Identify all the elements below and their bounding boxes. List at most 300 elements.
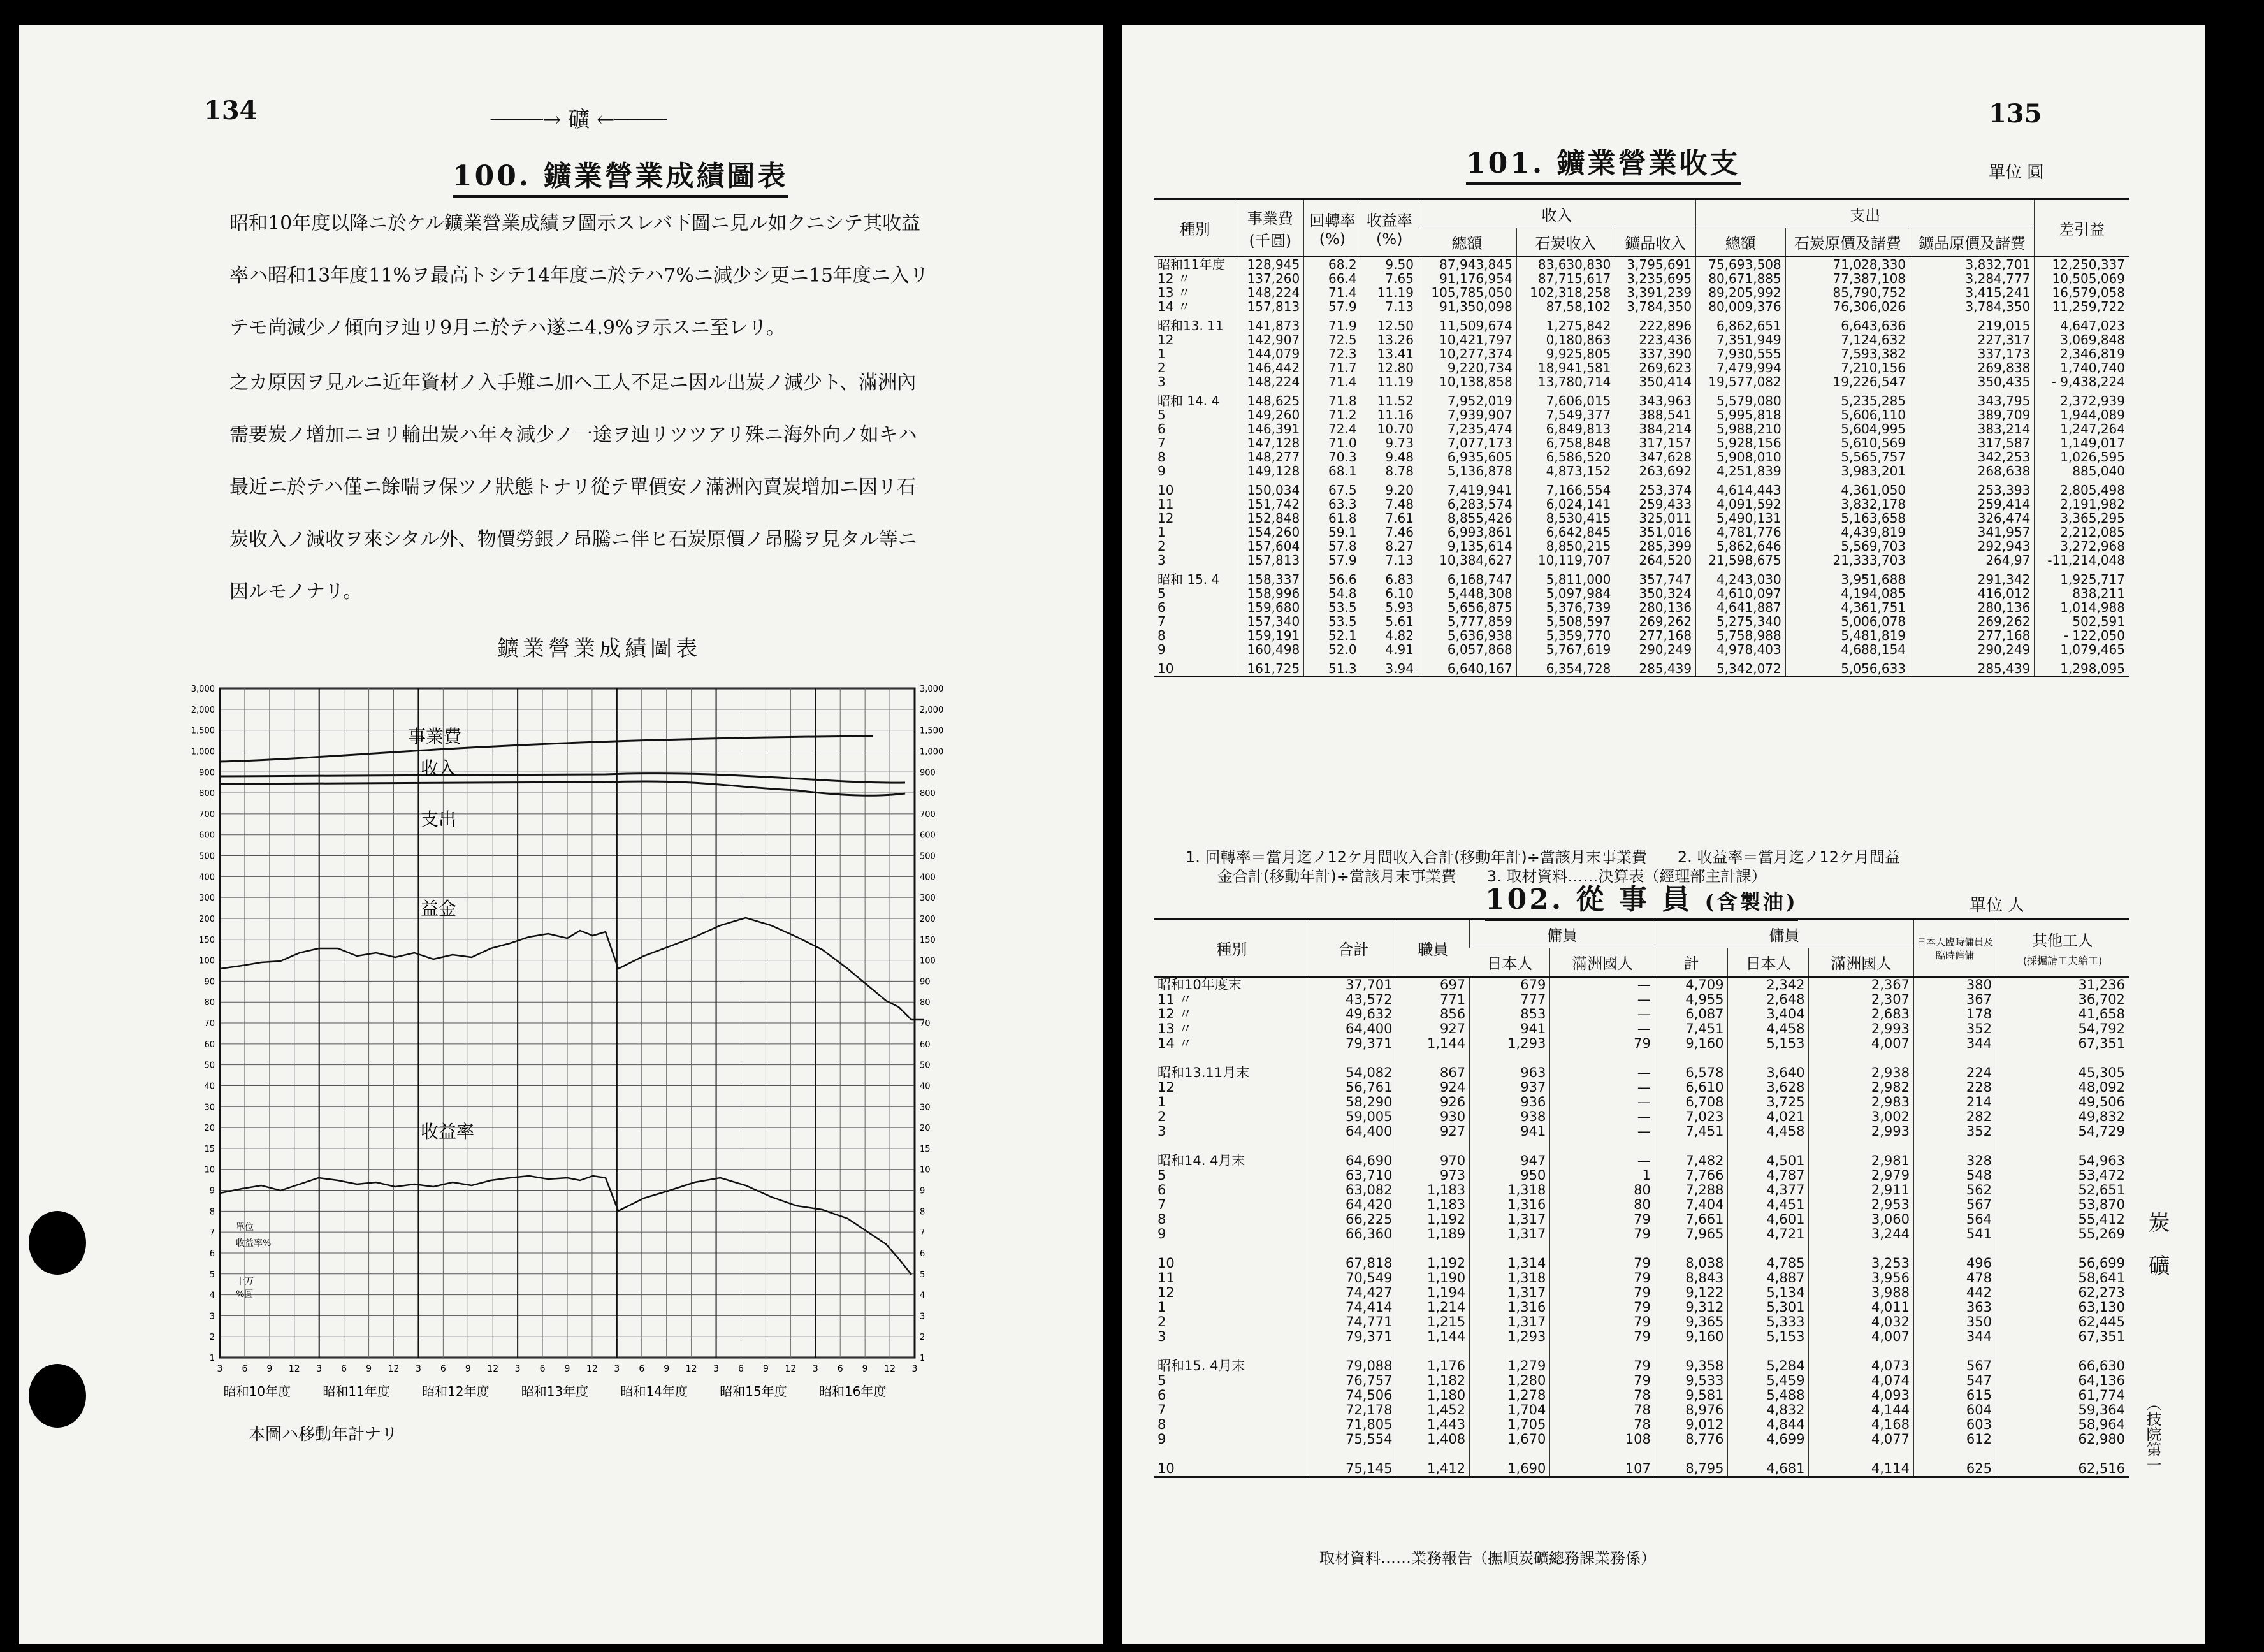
table-cell: 219,015	[1910, 319, 2035, 333]
table-cell: 6.83	[1361, 572, 1418, 586]
table-cell: 80	[1550, 1198, 1655, 1212]
table-cell: 3,404	[1728, 1007, 1809, 1022]
table-cell: 3,956	[1809, 1271, 1914, 1286]
table-cell: 363	[1914, 1300, 1996, 1315]
table-cell: 2,953	[1809, 1198, 1914, 1212]
table-cell: 1	[1157, 1300, 1166, 1315]
table-cell: 3,784,350	[1615, 300, 1696, 314]
table-cell: 317,157	[1615, 436, 1696, 450]
table-cell: 1,180	[1397, 1388, 1470, 1403]
table-cell: 157,813	[1237, 553, 1304, 567]
table-cell: 317,587	[1910, 436, 2035, 450]
table-cell: 8,976	[1655, 1403, 1728, 1417]
table-cell: 442	[1914, 1286, 1996, 1300]
table-cell: 6,283,574	[1418, 497, 1516, 511]
left-tick-label: 9	[209, 1186, 215, 1196]
table-row	[1154, 600, 2129, 614]
table-cell: 1,944,089	[2035, 408, 2129, 422]
table-cell: 357,747	[1615, 572, 1696, 586]
table-cell: 5,235,285	[1785, 394, 1910, 408]
table-cell: 58,641	[1996, 1271, 2130, 1286]
table-row	[1154, 992, 2129, 1007]
x-tick-label: 6	[341, 1364, 347, 1374]
expense-label: 支出	[421, 809, 457, 830]
table-cell: 10,384,627	[1418, 553, 1516, 567]
table-cell: 4,781,776	[1696, 525, 1786, 539]
table-cell: 4,451	[1728, 1198, 1809, 1212]
table-row	[1154, 1095, 2129, 1110]
x-tick-label: 3	[614, 1364, 620, 1374]
table-cell: 4,721	[1728, 1227, 1809, 1242]
table-cell: 154,260	[1237, 525, 1304, 539]
table-cell: 3,060	[1809, 1212, 1914, 1227]
table-cell	[1809, 1344, 1914, 1359]
table-cell: 158,996	[1237, 586, 1304, 600]
table-cell: 5,275,340	[1696, 614, 1786, 628]
x-tick-label: 12	[388, 1364, 400, 1374]
left-tick-label: 40	[204, 1082, 215, 1092]
x-tick-label: 6	[242, 1364, 248, 1374]
right-axis-ticks	[920, 685, 943, 1363]
table-cell	[1996, 1242, 2130, 1256]
table-row	[1154, 1403, 2129, 1417]
table-cell: 4,887	[1728, 1271, 1809, 1286]
table-cell: 5.61	[1361, 614, 1418, 628]
employees-table	[1154, 918, 2129, 1478]
table-cell: 7.48	[1361, 497, 1418, 511]
income-expense-table	[1154, 198, 2129, 677]
table-cell	[1809, 1242, 1914, 1256]
table-cell: 927	[1397, 1022, 1470, 1036]
table-cell: 3,832,178	[1785, 497, 1910, 511]
table-cell: 285,399	[1615, 539, 1696, 553]
table-cell: 253,393	[1910, 483, 2035, 497]
table-cell: 1,026,595	[2035, 450, 2129, 464]
table-cell: 11.16	[1361, 408, 1418, 422]
table-cell: 64,690	[1310, 1154, 1397, 1168]
table-cell: 71.8	[1304, 394, 1361, 408]
left-tick-label: 300	[199, 894, 215, 904]
table-cell	[1728, 1447, 1809, 1461]
table-cell: 89,205,992	[1696, 286, 1786, 300]
x-tick-label: 3	[415, 1364, 421, 1374]
table-cell: 159,680	[1237, 600, 1304, 614]
table-cell: 3	[1157, 1329, 1166, 1344]
table-cell: 72.4	[1304, 422, 1361, 436]
table-cell: 3,365,295	[2035, 511, 2129, 525]
table-cell: 160,498	[1237, 642, 1304, 656]
table-cell: 1,317	[1470, 1227, 1550, 1242]
table-cell: 63,710	[1310, 1168, 1397, 1183]
table-cell: 4.82	[1361, 628, 1418, 642]
table-cell: 1,190	[1397, 1271, 1470, 1286]
table-cell: 74,427	[1310, 1286, 1397, 1300]
left-tick-label: 15	[204, 1144, 215, 1154]
table-cell: 7,482	[1655, 1154, 1728, 1168]
table-cell: 1,183	[1397, 1183, 1470, 1198]
x-tick-label: 6	[738, 1364, 744, 1374]
table-cell: 10	[1157, 1256, 1175, 1271]
table-cell: 68.2	[1304, 257, 1361, 272]
table-cell: 227,317	[1910, 333, 2035, 347]
table-cell: 8,530,415	[1516, 511, 1615, 525]
table-cell: 2,938	[1809, 1066, 1914, 1080]
table-cell	[1728, 1344, 1809, 1359]
table-cell: 52.0	[1304, 642, 1361, 656]
table-row	[1154, 1256, 2129, 1271]
table-cell: 567	[1914, 1359, 1996, 1373]
table-cell: 1,317	[1470, 1315, 1550, 1330]
right-tick-label: 7	[920, 1228, 925, 1238]
table-cell: 6,758,848	[1516, 436, 1615, 450]
table-cell: 79	[1550, 1330, 1655, 1344]
table-cell: 59,005	[1310, 1110, 1397, 1124]
table-cell: 5,610,569	[1785, 436, 1910, 450]
table-cell: 344	[1914, 1330, 1996, 1344]
table-cell: 9,358	[1655, 1359, 1728, 1373]
table-cell: 91,176,954	[1418, 272, 1516, 286]
table-cell: 4,955	[1655, 992, 1728, 1007]
left-tick-label: 4	[209, 1291, 215, 1301]
col-balance: 差引益	[2035, 199, 2129, 257]
table-cell: 18,941,581	[1516, 361, 1615, 375]
table-cell	[1550, 1242, 1655, 1256]
right-tick-label: 10	[920, 1165, 931, 1175]
table-cell: 80	[1550, 1183, 1655, 1198]
table-row	[1154, 1124, 2129, 1139]
chart-title: 鑛業營業成績圖表	[497, 636, 701, 662]
table-cell: 83,630,830	[1516, 257, 1615, 272]
col-total: 合計	[1310, 919, 1397, 977]
spacer-row	[1154, 1242, 2129, 1256]
table-cell: 343,963	[1615, 394, 1696, 408]
table-cell: 388,541	[1615, 408, 1696, 422]
table-cell: 146,391	[1237, 422, 1304, 436]
table-cell: 941	[1470, 1022, 1550, 1036]
left-tick-label: 200	[199, 914, 215, 924]
table-cell: 5.93	[1361, 600, 1418, 614]
table-cell: 79,371	[1310, 1330, 1397, 1344]
table-cell: 5,928,156	[1696, 436, 1786, 450]
income-label: 收入	[421, 758, 457, 779]
table-cell: 4,093	[1809, 1388, 1914, 1403]
table-cell: 4,978,403	[1696, 642, 1786, 656]
table-cell: 158,337	[1237, 572, 1304, 586]
left-tick-label: 3	[209, 1312, 215, 1322]
left-tick-label: 5	[209, 1270, 215, 1280]
left-tick-label: 30	[204, 1103, 215, 1113]
table-cell: 昭和15. 4月末	[1157, 1358, 1245, 1373]
x-year-label: 昭和14年度	[620, 1384, 688, 1399]
right-tick-label: 9	[920, 1186, 925, 1196]
col-hired-jp: 日本人	[1728, 948, 1809, 977]
right-tick-label: 70	[920, 1019, 931, 1029]
table-cell	[1470, 1242, 1550, 1256]
table-row	[1154, 436, 2129, 450]
table-row	[1154, 1271, 2129, 1286]
left-tick-label: 600	[199, 830, 215, 841]
table-cell: 48,092	[1996, 1080, 2130, 1095]
table-cell: 1,189	[1397, 1227, 1470, 1242]
table-cell: 21,598,675	[1696, 553, 1786, 567]
table-cell: 7,351,949	[1696, 333, 1786, 347]
col-profit-rate: 收益率 (%)	[1361, 199, 1418, 257]
table-cell: 1,314	[1470, 1256, 1550, 1271]
left-tick-label: 700	[199, 809, 215, 820]
col-hired-group: 傭員	[1655, 919, 1913, 948]
table-cell: 269,262	[1615, 614, 1696, 628]
col-hired-total: 計	[1655, 948, 1728, 977]
table-row	[1154, 586, 2129, 600]
table-cell: 867	[1397, 1066, 1470, 1080]
table-cell: 108	[1550, 1432, 1655, 1447]
table-cell: 149,128	[1237, 464, 1304, 478]
table-cell: 6	[1157, 1388, 1166, 1403]
table-cell: 1,214	[1397, 1300, 1470, 1315]
table-cell: 6,643,636	[1785, 319, 1910, 333]
table-cell: 21,333,703	[1785, 553, 1910, 567]
table-row	[1154, 394, 2129, 408]
table-cell: 16,579,058	[2035, 286, 2129, 300]
table-cell	[1310, 1242, 1397, 1256]
table-cell: 54,792	[1996, 1022, 2130, 1036]
table-cell: 10,138,858	[1418, 375, 1516, 389]
chart-curves	[220, 726, 924, 1300]
table-cell: 5,342,072	[1696, 662, 1786, 677]
table-cell: 7,766	[1655, 1168, 1728, 1183]
table-cell: 268,638	[1910, 464, 2035, 478]
table-cell: 2,191,982	[2035, 497, 2129, 511]
table-cell: 4,610,097	[1696, 586, 1786, 600]
table-cell: 8,843	[1655, 1271, 1728, 1286]
table-cell: 67,351	[1996, 1330, 2130, 1344]
table-cell: 7	[1157, 1197, 1166, 1212]
table-cell: 8	[1157, 1417, 1166, 1432]
table-cell: 1,298,095	[2035, 662, 2129, 677]
table-row	[1154, 1036, 2129, 1051]
table-cell: 7,077,173	[1418, 436, 1516, 450]
table-cell: 5,988,210	[1696, 422, 1786, 436]
table-cell: 1,182	[1397, 1373, 1470, 1388]
table-row	[1154, 662, 2129, 677]
table-cell	[1655, 1344, 1728, 1359]
table-cell: 5,490,131	[1696, 511, 1786, 525]
table-cell: 4,832	[1728, 1403, 1809, 1417]
table-cell: 75,693,508	[1696, 257, 1786, 272]
table-row	[1154, 1373, 2129, 1388]
table-row	[1154, 1183, 2129, 1198]
table-cell: 5	[1157, 586, 1166, 601]
table-cell: 4,647,023	[2035, 319, 2129, 333]
table-cell: 1,317	[1470, 1212, 1550, 1227]
table-cell: 9,160	[1655, 1330, 1728, 1344]
table-cell: 3,725	[1728, 1095, 1809, 1110]
table-cell: 12,250,337	[2035, 257, 2129, 272]
table-cell	[1655, 1447, 1728, 1461]
table-cell: 10,421,797	[1418, 333, 1516, 347]
table-cell: 9,925,805	[1516, 347, 1615, 361]
table-cell: 11,259,722	[2035, 300, 2129, 314]
right-tick-label: 1	[920, 1354, 925, 1363]
table-cell: 5,636,938	[1418, 628, 1516, 642]
left-tick-label: 2	[209, 1333, 215, 1343]
right-tick-label: 3	[920, 1312, 925, 1322]
col-regular-jp: 日本人	[1470, 948, 1550, 977]
table-cell: 102,318,258	[1516, 286, 1615, 300]
right-tick-label: 5	[920, 1270, 925, 1280]
table-cell: 7.13	[1361, 553, 1418, 567]
col-coal-cost: 石炭原價及諸費	[1785, 228, 1910, 257]
unit-note-4: %圓	[236, 1289, 254, 1300]
table-row	[1154, 553, 2129, 567]
table-cell: 12.50	[1361, 319, 1418, 333]
table-cell: 1,280	[1470, 1373, 1550, 1388]
table-cell: 5,565,757	[1785, 450, 1910, 464]
table-cell: 259,414	[1910, 497, 2035, 511]
right-tick-label: 700	[920, 809, 936, 820]
table-cell	[1310, 1344, 1397, 1359]
table-cell: 5,758,988	[1696, 628, 1786, 642]
right-page	[1122, 25, 2205, 1644]
table-cell: 5,488	[1728, 1388, 1809, 1403]
table-cell: 161,725	[1237, 662, 1304, 677]
table-cell: 350,324	[1615, 586, 1696, 600]
table-row	[1154, 1315, 2129, 1330]
table-cell: 6	[1157, 1182, 1166, 1198]
table-cell: 6,642,845	[1516, 525, 1615, 539]
table-cell: 80,009,376	[1696, 300, 1786, 314]
table-cell: 昭和13. 11	[1157, 318, 1224, 333]
table-row	[1154, 257, 2129, 272]
left-tick-label: 20	[204, 1124, 215, 1134]
table-cell: 72,178	[1310, 1403, 1397, 1417]
table-cell: 4,601	[1728, 1212, 1809, 1227]
table-cell: 72.5	[1304, 333, 1361, 347]
x-tick-label: 3	[812, 1364, 818, 1374]
table-cell: 31,236	[1996, 977, 2130, 993]
table-cell: 74,506	[1310, 1388, 1397, 1403]
table-cell: 13.26	[1361, 333, 1418, 347]
table-cell: 144,079	[1237, 347, 1304, 361]
table-cell: 56,761	[1310, 1080, 1397, 1095]
right-tick-label: 3,000	[920, 685, 944, 694]
table-cell: 1	[1157, 525, 1166, 540]
binding-hole	[29, 1211, 86, 1275]
table-cell: 3,235,695	[1615, 272, 1696, 286]
table-cell	[1728, 1139, 1809, 1154]
table-cell: 1,215	[1397, 1315, 1470, 1330]
table-cell: 71.7	[1304, 361, 1361, 375]
table-cell	[1470, 1139, 1550, 1154]
table-cell: 269,623	[1615, 361, 1696, 375]
table-cell: 224	[1914, 1066, 1996, 1080]
table-cell: 2,911	[1809, 1183, 1914, 1198]
table-cell: 51.3	[1304, 662, 1361, 677]
table-cell: 547	[1914, 1373, 1996, 1388]
table-cell: 937	[1470, 1080, 1550, 1095]
left-axis-ticks	[191, 685, 215, 1363]
table-cell: 5,767,619	[1516, 642, 1615, 656]
table-cell: 54,082	[1310, 1066, 1397, 1080]
table-cell: 52.1	[1304, 628, 1361, 642]
table-cell: 87,715,617	[1516, 272, 1615, 286]
table-row	[1154, 1212, 2129, 1227]
table-cell: 63,130	[1996, 1300, 2130, 1315]
table-cell: 263,692	[1615, 464, 1696, 478]
table-cell: 49,632	[1310, 1007, 1397, 1022]
table-cell: 85,790,752	[1785, 286, 1910, 300]
table-cell: 1	[1157, 346, 1166, 361]
table-cell: 1,704	[1470, 1403, 1550, 1417]
right-tick-label: 300	[920, 894, 936, 904]
table-cell: 3.94	[1361, 662, 1418, 677]
side-label-2: （技院第一	[2144, 1396, 2161, 1472]
table-cell: 7,404	[1655, 1198, 1728, 1212]
table-cell: 66,630	[1996, 1359, 2130, 1373]
table-cell: 2	[1157, 539, 1166, 554]
table-cell: 1	[1157, 1094, 1166, 1110]
x-tick-label: 3	[316, 1364, 323, 1374]
left-tick-label: 500	[199, 851, 215, 862]
table-101-note-1: 1. 回轉率＝當月迄ノ12ケ月間收入合計(移動年計)÷當該月末事業費 2. 收益率＝當月迄ノ12ケ月間益	[1186, 848, 1900, 866]
table-row	[1154, 1022, 2129, 1036]
table-cell: 5,862,646	[1696, 539, 1786, 553]
x-tick-label: 12	[586, 1364, 598, 1374]
table-cell: 64,400	[1310, 1124, 1397, 1139]
col-category: 種別	[1154, 199, 1237, 257]
table-cell: 478	[1914, 1271, 1996, 1286]
table-row	[1154, 347, 2129, 361]
table-cell: 2,648	[1728, 992, 1809, 1007]
table-cell: 9,220,734	[1418, 361, 1516, 375]
table-cell: 926	[1397, 1095, 1470, 1110]
table-cell: 603	[1914, 1417, 1996, 1432]
table-cell	[1154, 1051, 1310, 1066]
table-cell: 64,400	[1310, 1022, 1397, 1036]
table-cell: 3,832,701	[1910, 257, 2035, 272]
running-header: ────→ 礦 ←────	[491, 107, 667, 133]
table-cell: 7,939,907	[1418, 408, 1516, 422]
table-cell	[1470, 1344, 1550, 1359]
table-cell: 53,870	[1996, 1198, 2130, 1212]
table-cell: 277,168	[1615, 628, 1696, 642]
table-cell	[1550, 1447, 1655, 1461]
table-cell: 10	[1157, 661, 1174, 676]
table-row	[1154, 1007, 2129, 1022]
table-row	[1154, 286, 2129, 300]
table-cell: 148,224	[1237, 375, 1304, 389]
table-cell: 9	[1157, 463, 1166, 479]
table-cell: 5,569,703	[1785, 539, 1910, 553]
table-cell: 7,166,554	[1516, 483, 1615, 497]
table-cell: 7	[1157, 614, 1166, 629]
table-cell: —	[1550, 1095, 1655, 1110]
table-cell: 341,957	[1910, 525, 2035, 539]
table-cell: 9,135,614	[1418, 539, 1516, 553]
right-tick-label: 20	[920, 1124, 931, 1134]
table-cell: 564	[1914, 1212, 1996, 1227]
table-cell: 13,780,714	[1516, 375, 1615, 389]
table-cell: 70.3	[1304, 450, 1361, 464]
table-cell: 79	[1550, 1315, 1655, 1330]
table-cell: 1,176	[1397, 1359, 1470, 1373]
col-goods-cost: 鑛品原價及諸費	[1910, 228, 2035, 257]
table-cell: 55,412	[1996, 1212, 2130, 1227]
table-cell: 567	[1914, 1198, 1996, 1212]
table-cell: 4,681	[1728, 1461, 1809, 1477]
table-cell: 152,848	[1237, 511, 1304, 525]
table-cell: 13 〃	[1157, 285, 1191, 300]
